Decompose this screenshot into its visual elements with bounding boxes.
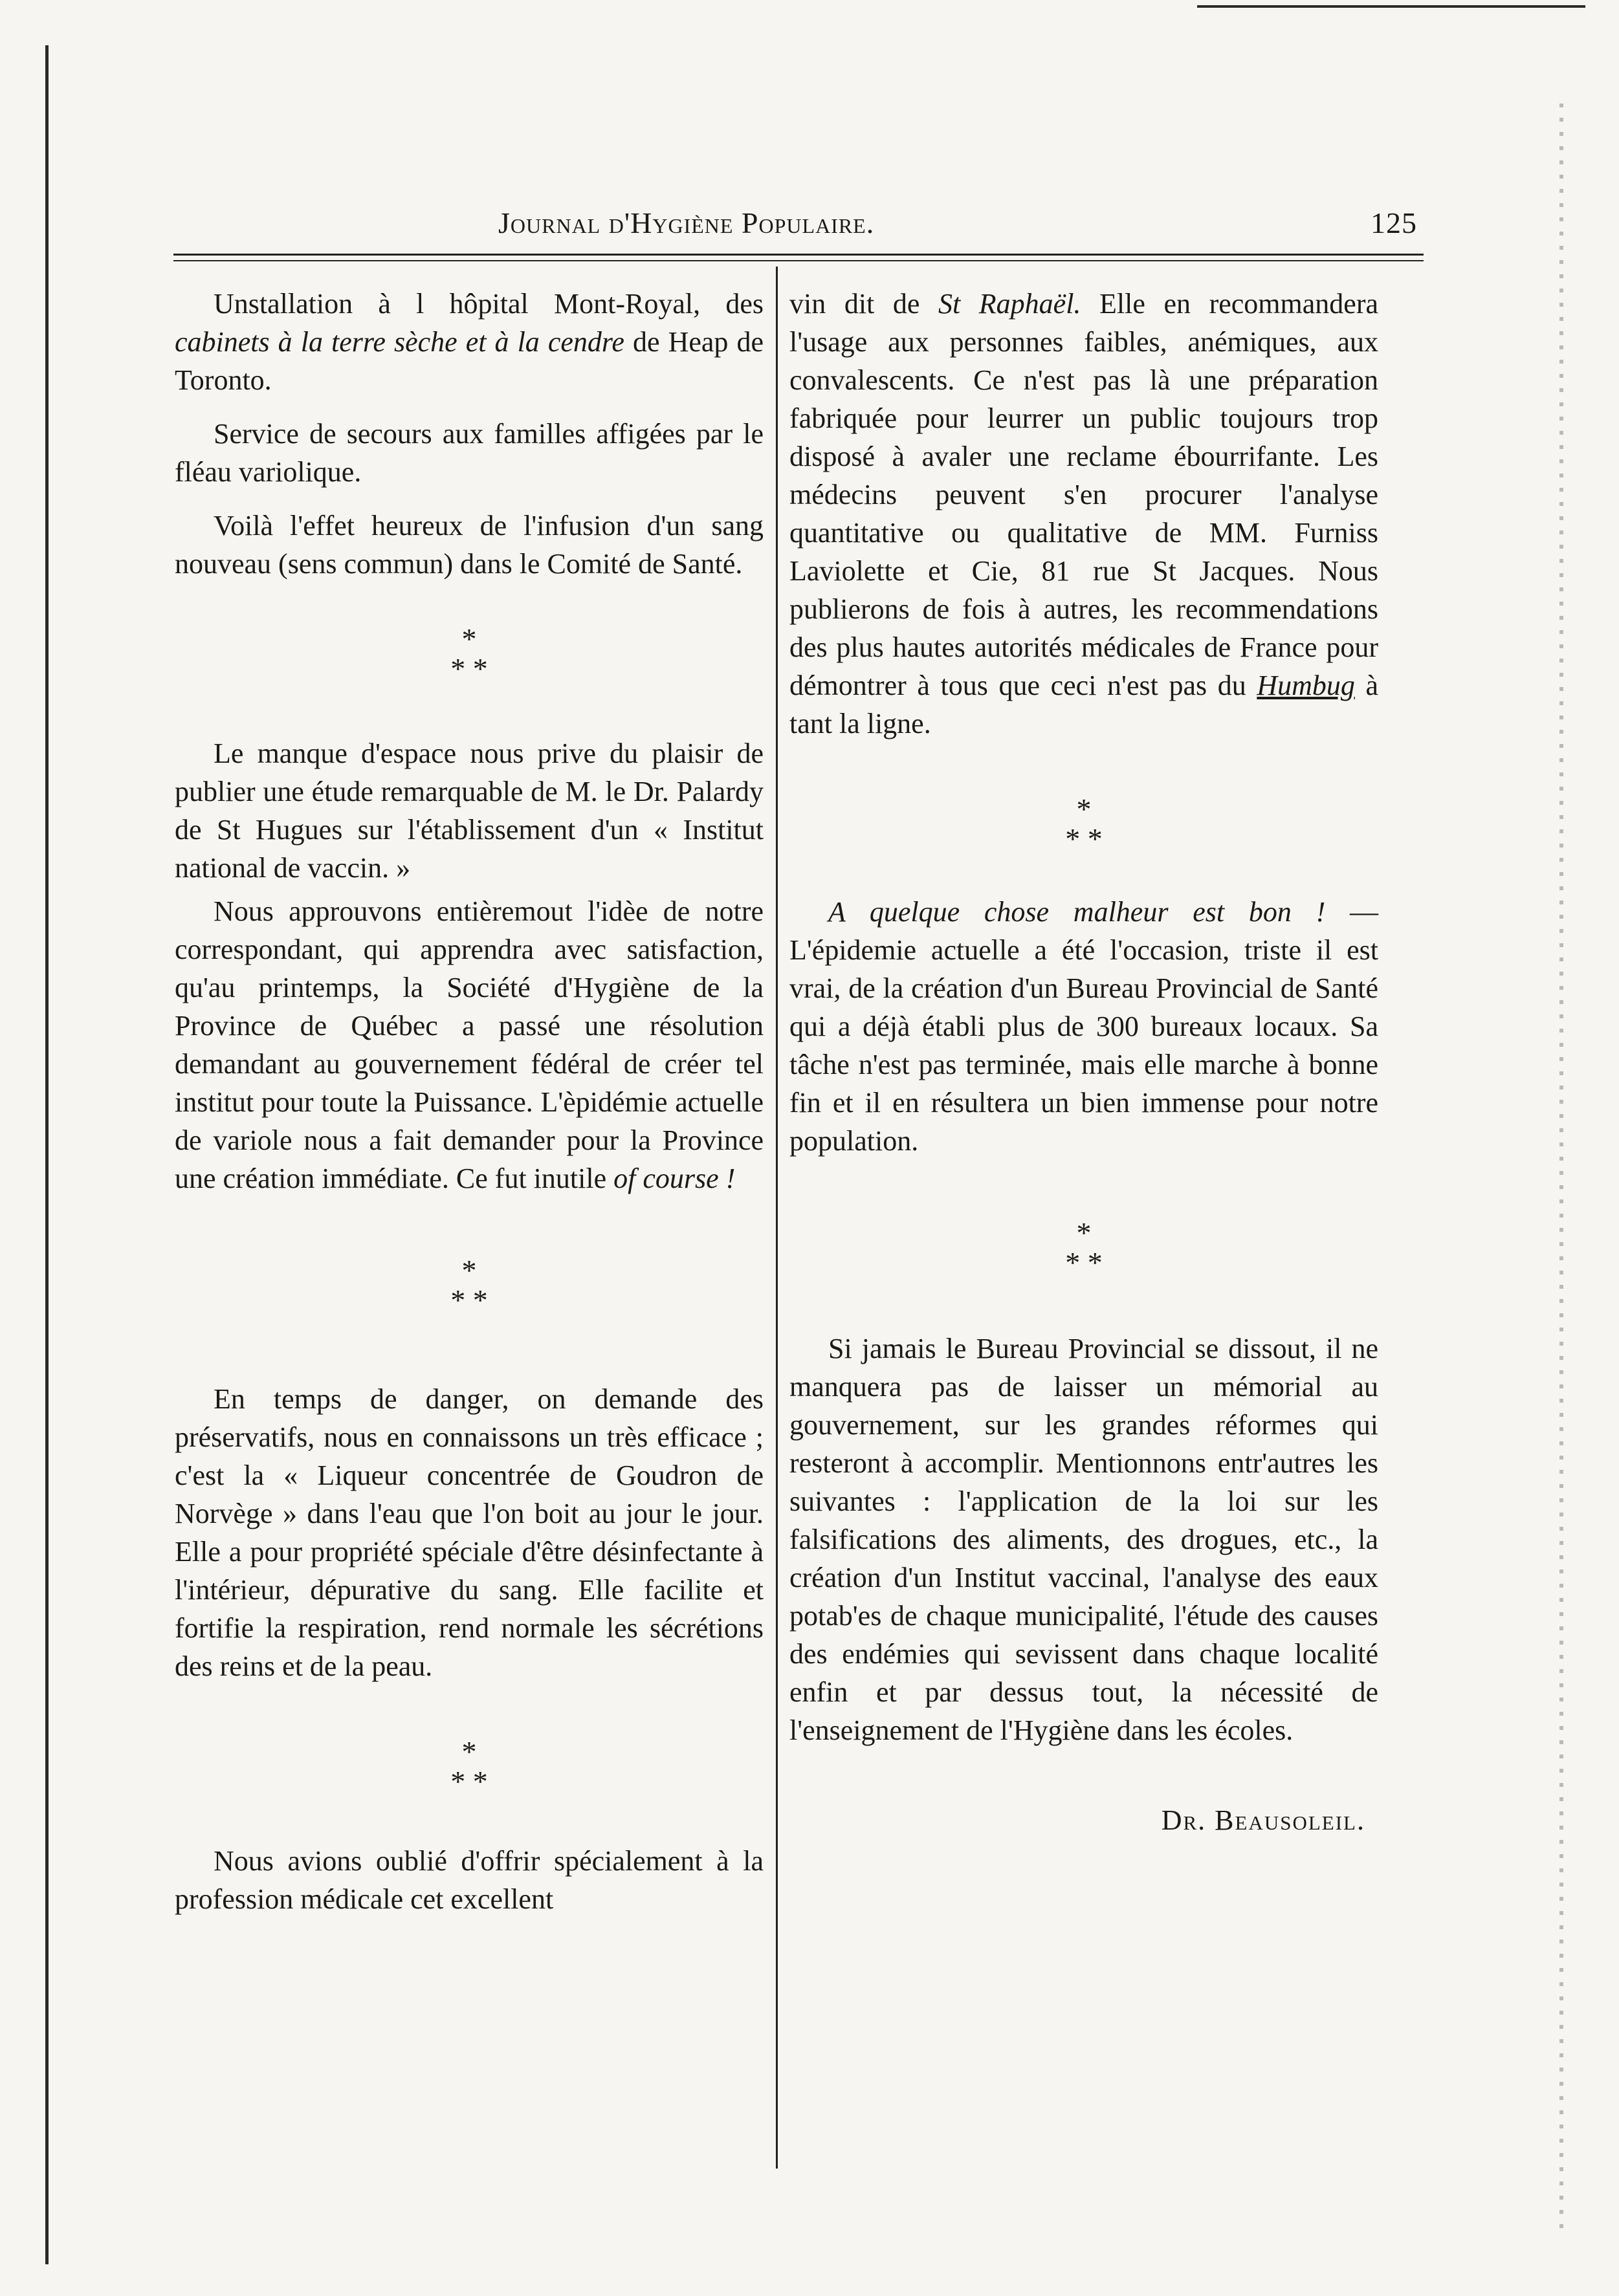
paragraph-manque: Le manque d'espace nous prive du plaisir de publier une étude remarquable de M. le Dr. Palardy de St Hugues sur l'établissement d'un « Institut national de vaccin. » — [175, 738, 764, 884]
running-title: Journal d'Hygiène Populaire. — [498, 206, 875, 239]
column-divider — [776, 267, 778, 2169]
page-edge-left — [45, 45, 49, 2264]
paragraph-service: Service de secours aux familles affigées par le fléau variolique. — [175, 418, 764, 488]
paragraph-voila: Voilà l'effet heureux de l'infusion d'un sang nouveau (sens commun) dans le Comité de Santé. — [175, 510, 764, 580]
paragraph-installation: Unstallation à l hôpital Mont-Royal, des cabinets à la terre sèche et à la cendre de Heap de Toronto. — [175, 288, 764, 396]
signature: Dr. Beausoleil. — [1161, 1804, 1365, 1836]
paragraph-avions: Nous avions oublié d'offrir spécialement à la profession médicale cet excellent — [175, 1845, 764, 1915]
header-rule-double — [173, 260, 1424, 261]
page-edge-right — [1559, 104, 1563, 2238]
paragraph-approuvons: Nous approuvons entièremout l'idèe de notre correspondant, qui apprendra avec satisfaction, qu'au printemps, la Société d'Hygiène de la Province de Québec a passé une résolution demandant au gouvernement fédéral de créer tel institut pour toute la Puissance. L'èpidémie actuelle de variole nous a fait demander pour la Province une création immédiate. Ce fut inutile of course ! — [175, 895, 764, 1194]
asterism: * * * — [1065, 793, 1103, 855]
left-column — [175, 285, 764, 1918]
right-column — [789, 285, 1378, 1839]
paragraph-malheur: A quelque chose malheur est bon ! — L'épidemie actuelle a été l'occasion, triste il est vrai, de la création d'un Bureau Provincial de Santé qui a déjà établi plus de 300 bureaux locaux. Sa tâche n'est pas terminée, mais elle marche à bonne fin et il en résultera un bien immense pour notre population. — [789, 896, 1379, 1157]
page-header — [498, 206, 1417, 245]
asterism: * * * — [450, 622, 488, 685]
asterism: * * * — [1065, 1216, 1103, 1279]
paragraph-bureau: Si jamais le Bureau Provincial se dissout, il ne manquera pas de laisser un mémorial au gouvernement, sur les grandes réformes qui resteront à accomplir. Mentionnons entr'autres les suivantes : l'application de la loi sur les falsifications des aliments, des drogues, etc., la création d'un Institut vaccinal, l'analyse des eaux potab'es de chaque municipalité, l'étude des causes des endémies qui sevissent dans chaque localité enfin et par dessus tout, la nécessité de l'enseignement de l'Hygiène dans les écoles. — [789, 1333, 1378, 1746]
page-number: 125 — [1371, 206, 1417, 239]
paragraph-danger: En temps de danger, on demande des préservatifs, nous en connaissons un très efficace ; c'est la « Liqueur concentrée de Goudron de Norvège » dans l'eau que l'on boit au jour le jour. Elle a pour propriété spéciale d'être désinfectante à l'intérieur, dépurative du sang. Elle facilite et fortifie la respiration, rend normale les sécrétions des reins et de la peau. — [175, 1383, 764, 1682]
paragraph-raphael: vin dit de St Raphaël. Elle en recommandera l'usage aux personnes faibles, anémiques, aux convalescents. Ce n'est pas là une préparation fabriquée pour leurrer un public toujours trop disposé à avaler une reclame ébourrifante. Les médecins peuvent s'en procurer l'analyse quantitative ou qualitative de MM. Furniss Laviolette et Cie, 81 rue St Jacques. Nous publierons de fois à autres, les recommendations des plus hautes autorités médicales de France pour démontrer à tous que ceci n'est pas du Humbug à tant la ligne. — [789, 288, 1378, 739]
asterism: * * * — [450, 1254, 488, 1317]
page-edge-top — [1197, 5, 1585, 8]
asterism: * * * — [450, 1735, 488, 1798]
header-rule — [173, 254, 1424, 256]
